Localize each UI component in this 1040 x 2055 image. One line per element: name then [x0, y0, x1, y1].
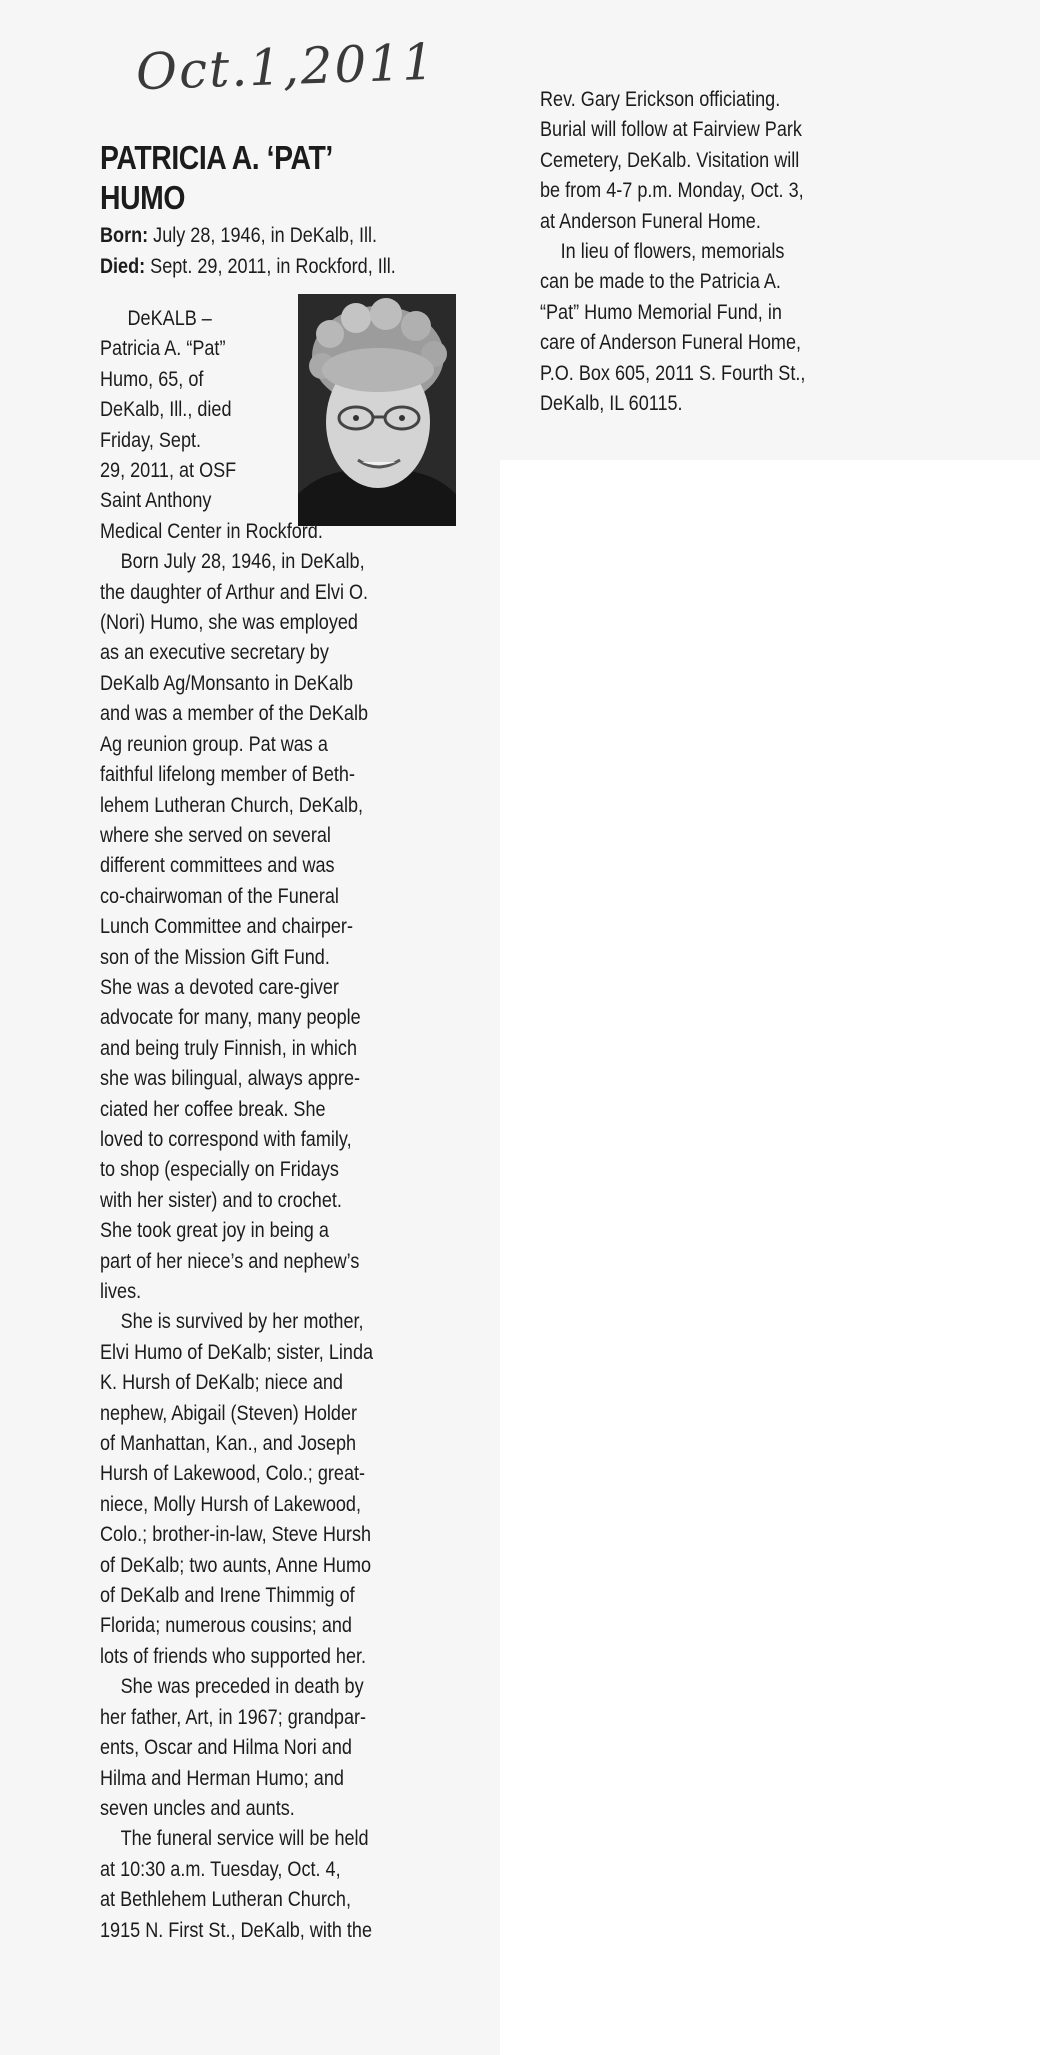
text-line: Ag reunion group. Pat was a [100, 732, 328, 756]
obituary-body [100, 304, 480, 1946]
text-line: be from 4-7 p.m. Monday, Oct. 3, [540, 179, 804, 203]
text-line: of DeKalb; two aunts, Anne Humo [100, 1553, 372, 1577]
text-line: of DeKalb and Irene Thimmig of [100, 1584, 355, 1608]
born-line [100, 220, 427, 251]
text-line: DeKalb, Ill., died [100, 398, 232, 422]
text-line: 1915 N. First St., DeKalb, with the [100, 1918, 373, 1942]
paragraph-4 [100, 1672, 427, 1824]
paragraph-1 [100, 304, 427, 547]
text-line: ents, Oscar and Hilma Nori and [100, 1736, 352, 1760]
paragraph-3 [100, 1307, 427, 1672]
text-line: K. Hursh of DeKalb; niece and [100, 1371, 343, 1395]
text-line: care of Anderson Funeral Home, [540, 331, 802, 355]
text-line: where she served on several [100, 823, 331, 847]
text-line: co-chairwoman of the Funeral [100, 884, 339, 908]
text-line: Born July 28, 1946, in DeKalb, [120, 550, 365, 574]
text-line: (Nori) Humo, she was employed [100, 611, 358, 635]
text-line: loved to correspond with family, [100, 1127, 352, 1151]
text-line: and was a member of the DeKalb [100, 702, 369, 726]
text-line: lehem Lutheran Church, DeKalb, [100, 793, 364, 817]
text-line: son of the Mission Gift Fund. [100, 945, 330, 969]
text-line: In lieu of flowers, memorials [560, 240, 785, 264]
text-line: the daughter of Arthur and Elvi O. [100, 580, 369, 604]
text-line: Saint Anthony [100, 489, 212, 513]
text-line: her father, Art, in 1967; grandpar- [100, 1705, 367, 1729]
text-line: nephew, Abigail (Steven) Holder [100, 1401, 358, 1425]
text-line: Cemetery, DeKalb. Visitation will [540, 148, 800, 172]
text-line: Burial will follow at Fairview Park [540, 118, 802, 142]
text-line: faithful lifelong member of Beth- [100, 763, 355, 787]
died-label: Died: [100, 255, 146, 278]
text-line: She is survived by her mother, [120, 1310, 364, 1334]
text-line: to shop (especially on Fridays [100, 1158, 339, 1182]
text-line: Rev. Gary Erickson officiating. [540, 88, 781, 111]
text-line: DeKalb, IL 60115. [540, 392, 683, 416]
headline-line-2: HUMO [100, 179, 185, 216]
died-text: Sept. 29, 2011, in Rockford, Ill. [145, 255, 396, 278]
text-line: part of her niece’s and nephew’s [100, 1249, 360, 1273]
text-line: advocate for many, many people [100, 1006, 361, 1030]
paragraph-5 [100, 1824, 427, 1946]
text-line: different committees and was [100, 854, 335, 878]
text-line: of Manhattan, Kan., and Joseph [100, 1432, 357, 1456]
text-line: Florida; numerous cousins; and [100, 1614, 352, 1638]
text-line: can be made to the Patricia A. [540, 270, 781, 294]
right-paragraph-1 [540, 85, 841, 237]
text-line: seven uncles and aunts. [100, 1796, 295, 1820]
text-line: Hursh of Lakewood, Colo.; great- [100, 1462, 366, 1486]
died-line [100, 251, 427, 282]
text-line: ciated her coffee break. She [100, 1097, 326, 1121]
text-line: Hilma and Herman Humo; and [100, 1766, 344, 1790]
headline-line-1: PATRICIA A. ‘PAT’ [100, 139, 333, 176]
text-line: at Anderson Funeral Home. [540, 209, 761, 233]
obituary-left-column [100, 138, 480, 282]
text-line: She was preceded in death by [120, 1675, 364, 1699]
obituary-headline [100, 138, 410, 218]
text-line: Humo, 65, of [100, 367, 204, 391]
text-line: she was bilingual, always appre- [100, 1067, 361, 1091]
text-line: at 10:30 a.m. Tuesday, Oct. 4, [100, 1857, 341, 1881]
text-line: The funeral service will be held [120, 1827, 369, 1851]
obituary-right-column [540, 85, 890, 419]
paragraph-2 [100, 547, 427, 1307]
text-line: as an executive secretary by [100, 641, 329, 665]
born-label: Born: [100, 224, 149, 247]
text-line: Patricia A. “Pat” [100, 337, 226, 361]
born-text: July 28, 1946, in DeKalb, Ill. [148, 224, 378, 247]
text-line: P.O. Box 605, 2011 S. Fourth St., [540, 361, 806, 385]
text-line: with her sister) and to crochet. [100, 1188, 342, 1212]
text-line: and being truly Finnish, in which [100, 1036, 358, 1060]
text-line: niece, Molly Hursh of Lakewood, [100, 1492, 362, 1516]
text-line: She took great joy in being a [100, 1219, 329, 1243]
text-line: DeKALB – [127, 307, 212, 330]
right-paragraph-2 [540, 237, 841, 419]
text-line: Medical Center in Rockford. [100, 519, 323, 543]
text-line: She was a devoted care-giver [100, 975, 339, 999]
text-line: Friday, Sept. [100, 428, 202, 452]
handwritten-date: Oct.1,2011 [135, 32, 437, 102]
text-line: Lunch Committee and chairper- [100, 915, 353, 939]
text-line: Colo.; brother-in-law, Steve Hursh [100, 1523, 372, 1547]
text-line: DeKalb Ag/Monsanto in DeKalb [100, 671, 354, 695]
text-line: Elvi Humo of DeKalb; sister, Linda [100, 1340, 374, 1364]
text-line: 29, 2011, at OSF [100, 459, 237, 483]
text-line: lives. [100, 1280, 142, 1303]
text-line: lots of friends who supported her. [100, 1644, 367, 1668]
text-line: “Pat” Humo Memorial Fund, in [540, 300, 782, 324]
text-line: at Bethlehem Lutheran Church, [100, 1888, 351, 1912]
